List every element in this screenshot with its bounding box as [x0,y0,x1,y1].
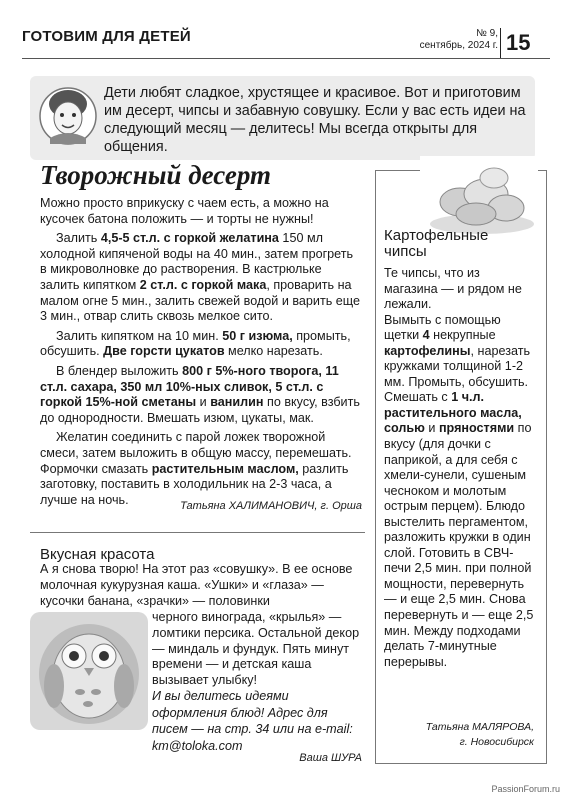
section-divider [30,532,365,533]
watermark: PassionForum.ru [491,784,560,794]
header-divider [500,28,501,58]
issue-date: сентябрь, 2024 г. [419,40,498,51]
second-article-text-top: А я снова творю! На этот раз «совушку». В ее основе молочная кукурузная каша. «Ушки» и «глаза» — кусочки банана, «зрачки» — половинки [40,562,353,608]
issue-number: № 9, [476,28,498,39]
article-signature: Татьяна ХАЛИМАНОВИЧ, г. Орша [180,500,362,512]
article-paragraph: Залить 4,5-5 ст.л. с горкой желатина 150 мл холодной кипяченой воды на 40 мин., затем прогреть в микроволновке до растворения. В кастрюльке залить кипятком 2 ст.л. с горкой мака, проварить на малом огне 5 мин., залить свежей водой и варить еще 3 мин., отвар слить сквозь мелкое сито. [40,231,361,324]
sidebar-paragraph: Те чипсы, что из магазина — и рядом не лежали. [384,266,522,312]
sidebar-title-line: чипсы [384,243,427,260]
article-paragraph: Можно просто вприкуску с чаем есть, а можно на кусочек батона положить — и торты не нужны! [40,196,329,226]
second-article-signature: Ваша ШУРА [299,752,362,764]
issue-info [378,28,498,52]
article-paragraph: Залить кипятком на 10 мин. 50 г изюма, промыть, обсушить. Две горсти цукатов мелко нарезать. [40,328,351,359]
author-avatar-icon [38,82,98,152]
second-article-title: Вкусная красота [40,546,155,563]
intro-text: Дети любят сладкое, хрустящее и красивое. Вот и приготовим им десерт, чипсы и забавную совушку. Если у вас есть идеи на следующий месяц — делитесь! Мы всегда открыты для общения. [104,85,526,155]
signature-city: г. Новосибирск [459,736,534,748]
article-body [40,196,362,512]
sidebar-body [384,266,534,670]
reader-invitation: И вы делитесь идеями оформления блюд! Адрес для писем — на стр. 34 или на e-mail: km@toloka.com [152,689,353,753]
article-title: Творожный десерт [40,160,272,190]
article-paragraph: Желатин соединить с парой ложек творожной смеси, затем выложить в общую массу, перемешать. Формочки смазать растительным маслом, разлить заготовку, поставить в холодильник на 2-3 часа, а лучше на ночь. [40,430,352,507]
sidebar-paragraph: Вымыть с помощью щетки 4 некрупные картофелины, нарезать кружками толщиной 1-2 мм. Промыть, обсушить. Смешать с 1 ч.л. растительного масла, солью и пряностями по вкусу (для дочки с паприкой, а для себя с хмели-сунели, сушеным чесноком и молотым острым перцем). Блюдо выстелить пергаментом, разложить кружки в один слой. Готовить в СВЧ-печи 2,5 мин. при полной мощности, перевернуть — и еще 2,5 мин. Снова перевернуть и — еще 2,5 мин. Между подходами делать 7-минутные перерывы. [384,312,534,669]
sidebar-title-line: Картофельные [384,227,489,244]
chips-photo-icon [420,156,538,238]
page-number: 15 [506,30,531,55]
section-title: ГОТОВИМ ДЛЯ ДЕТЕЙ [22,28,191,45]
signature-name: Татьяна МАЛЯРОВА, [425,721,534,733]
header-rule [22,58,550,59]
article-paragraph: В блендер выложить 800 г 5%-ного творога, 11 ст.л. сахара, 350 мл 10%-ных сливок, 5 ст.л. с горкой 15%-ной сметаны и ванилин по вкусу, взбить до однородности. Вмешать изюм, цукаты, мак. [40,363,360,425]
email-link[interactable]: km@toloka.com [152,738,243,753]
owl-porridge-photo-icon [30,612,148,730]
sidebar-signature [384,720,534,750]
second-article-text-right: черного винограда, «крылья» — ломтики персика. Остальной декор — миндаль и фундук. Пять минут времени — и детская каша вызывает улыбку! [152,610,360,688]
sidebar-title [384,228,488,260]
